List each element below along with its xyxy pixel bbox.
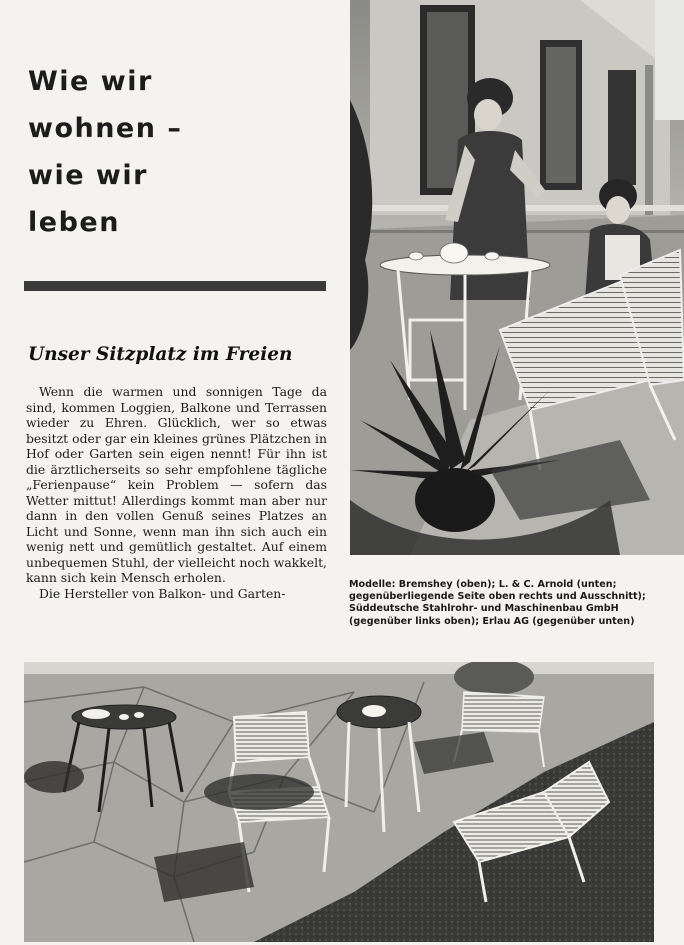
page-title-line-2: wohnen – — [28, 113, 183, 144]
article-paragraph-1: Wenn die warmen und sonnigen Tage da sind, kommen Loggien, Balkone und Terrassen wieder zu Ehren. Glücklich, wer so etwas besitzt oder gar ein kleines grünes Plätzchen in Hof oder Garten sein eigen nennt! Für ihn ist die ärztlicherseits so sehr empfohlene tägliche „Ferienpause“ kein Problem — sofern das Wetter mittut! Allerdings kommt man aber nur dann in den vollen Genuß seines Platzes an Licht und Sonne, wenn man ihn sich auch ein wenig nett und gemütlich gestaltet. Auf einem unbequemen Stuhl, der vielleicht noch wakkelt, kann sich kein Mensch erholen. — [26, 384, 327, 585]
section-divider — [24, 281, 326, 291]
article-body — [26, 384, 327, 601]
article-paragraph-2: Die Hersteller von Balkon- und Garten- — [39, 585, 286, 601]
article-heading: Unser Sitzplatz im Freien — [28, 344, 293, 365]
page-title-line-1: Wie wir — [28, 66, 153, 97]
page-title-line-3: wie wir — [28, 160, 148, 191]
terrace-photo — [350, 0, 684, 555]
photo-caption: Modelle: Bremshey (oben); L. & C. Arnold (unten; gegenüberliegende Seite oben rechts und Ausschnitt); Süddeutsche Stahlrohr- und Maschinenbau GmbH (gegenüber links oben); Erlau AG (gegenüber unten) — [349, 579, 646, 627]
page-title — [28, 58, 328, 246]
page-title-line-4: leben — [28, 207, 120, 238]
garden-furniture-photo — [24, 662, 654, 942]
